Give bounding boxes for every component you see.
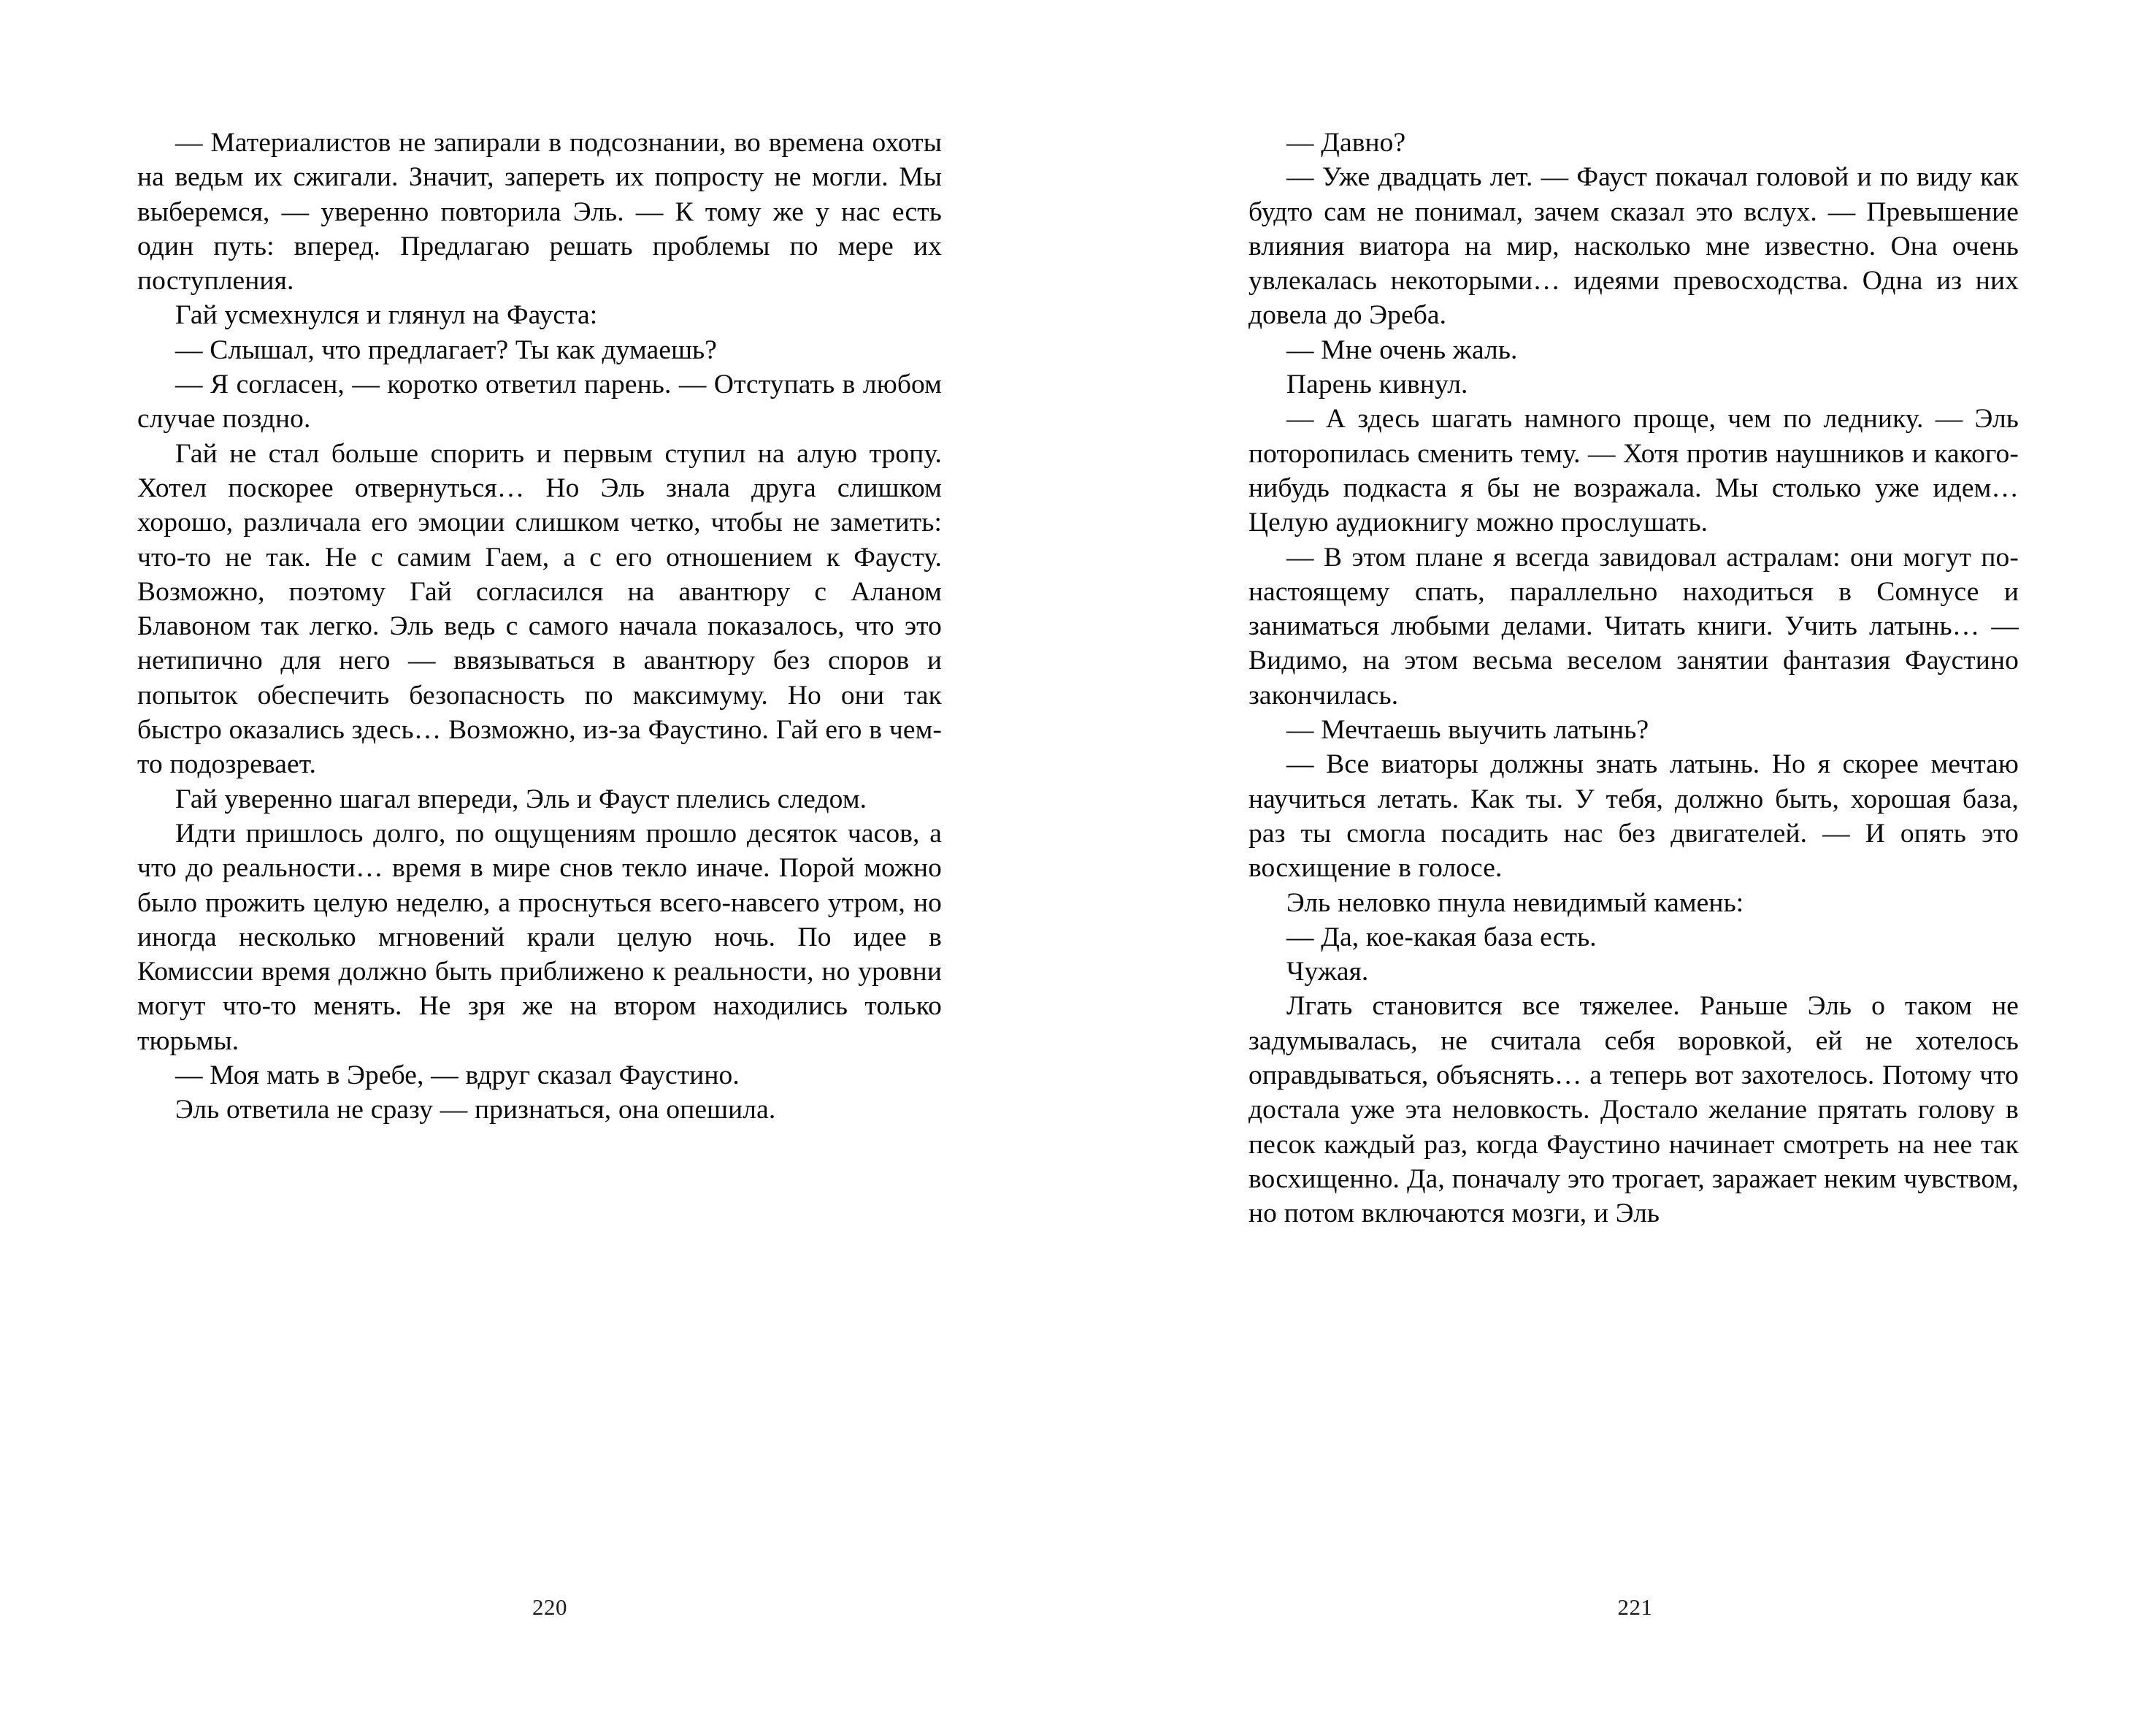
paragraph: — В этом плане я всегда завидовал астралам: они могут по-настоящему спать, параллельно находиться в Сомнусе и заниматься любыми делами. Читать книги. Учить латынь… — Видимо, на этом весьма веселом занятии фантазия Фаустино закончилась. [1248, 542, 2019, 711]
page-columns [0, 126, 2156, 1579]
page-number-right: 221 [1617, 1594, 1653, 1620]
right-page-body [1248, 126, 2019, 1231]
paragraph: Идти пришлось долго, по ощущениям прошло десяток часов, а что до реальности… время в мире снов текло иначе. Порой можно было прожить целую неделю, а проснуться всего-навсего утром, но иногда несколько мгновений крали целую ночь. По идее в Комиссии время должно быть приближено к реальности, но уровни могут что-то менять. Не зря же на втором находились только тюрьмы. [137, 818, 942, 1056]
paragraph: — А здесь шагать намного проще, чем по леднику. — Эль поторопилась сменить тему. — Хотя против наушников и какого-нибудь подкаста я бы не возражала. Мы столько уже идем… Целую аудиокнигу можно прослушать. [1248, 404, 2019, 538]
page-right [1078, 126, 2156, 1231]
paragraph: — Да, кое-какая база есть. [1286, 922, 1597, 952]
paragraph: — Слышал, что предлагает? Ты как думаешь? [175, 334, 717, 365]
paragraph: — Уже двадцать лет. — Фауст покачал головой и по виду как будто сам не понимал, зачем сказал это вслух. — Превышение влияния виатора на мир, насколько мне известно. Она очень увлекалась некоторыми… идеями превосходства. Одна из них довела до Эреба. [1248, 162, 2019, 331]
paragraph: — Все виаторы должны знать латынь. Но я скорее мечтаю научиться летать. Как ты. У тебя, должно быть, хорошая база, раз ты смогла посадить нас без двигателей. — И опять это восхищение в голосе. [1248, 749, 2019, 884]
paragraph: Чужая. [1286, 957, 1369, 987]
paragraph: — Моя мать в Эребе, — вдруг сказал Фаустино. [175, 1060, 740, 1091]
left-page-body [137, 126, 942, 1128]
page-number-left: 220 [532, 1594, 567, 1620]
paragraph: Гай не стал больше спорить и первым ступил на алую тропу. Хотел поскорее отвернуться… Но Эль знала друга слишком хорошо, различала его эмоции слишком четко, чтобы не заметить: что-то не так. Не с самим Гаем, а с его отношением к Фаусту. Возможно, поэтому Гай согласился на авантюру с Аланом Блавоном так легко. Эль ведь с самого начала показалось, что это нетипично для него — ввязываться в авантюру без споров и попыток обеспечить безопасность по максимуму. Но они так быстро оказались здесь… Возможно, из-за Фаустино. Гай его в чем-то подозревает. [137, 438, 942, 780]
paragraph: Гай усмехнулся и глянул на Фауста: [175, 300, 598, 331]
paragraph: — Я согласен, — коротко ответил парень. — Отступать в любом случае поздно. [137, 370, 942, 435]
page-left [0, 126, 1078, 1128]
paragraph: — Давно? [1286, 128, 1406, 158]
paragraph: — Материалистов не запирали в подсознании, во времена охоты на ведьм их сжигали. Значит, запереть их попросту не могли. Мы выберемся, — уверенно повторила Эль. — К тому же у нас есть один путь: вперед. Предлагаю решать проблемы по мере их поступления. [137, 128, 942, 297]
paragraph: — Мечтаешь выучить латынь? [1286, 715, 1649, 746]
paragraph: Эль ответила не сразу — признаться, она опешила. [175, 1095, 776, 1125]
paragraph: Гай уверенно шагал впереди, Эль и Фауст плелись следом. [175, 784, 867, 814]
paragraph: Лгать становится все тяжелее. Раньше Эль о таком не задумывалась, не считала себя воровкой, ей не хотелось оправдываться, объяснять… а теперь вот захотелось. Потому что достала уже эта неловкость. Достало желание прятать голову в песок каждый раз, когда Фаустино начинает смотреть на нее так восхищенно. Да, поначалу это трогает, заражает неким чувством, но потом включаются мозги, и Эль [1248, 991, 2019, 1229]
paragraph: Эль неловко пнула невидимый камень: [1286, 887, 1744, 918]
paragraph: Парень кивнул. [1286, 370, 1468, 400]
paragraph: — Мне очень жаль. [1286, 334, 1518, 365]
